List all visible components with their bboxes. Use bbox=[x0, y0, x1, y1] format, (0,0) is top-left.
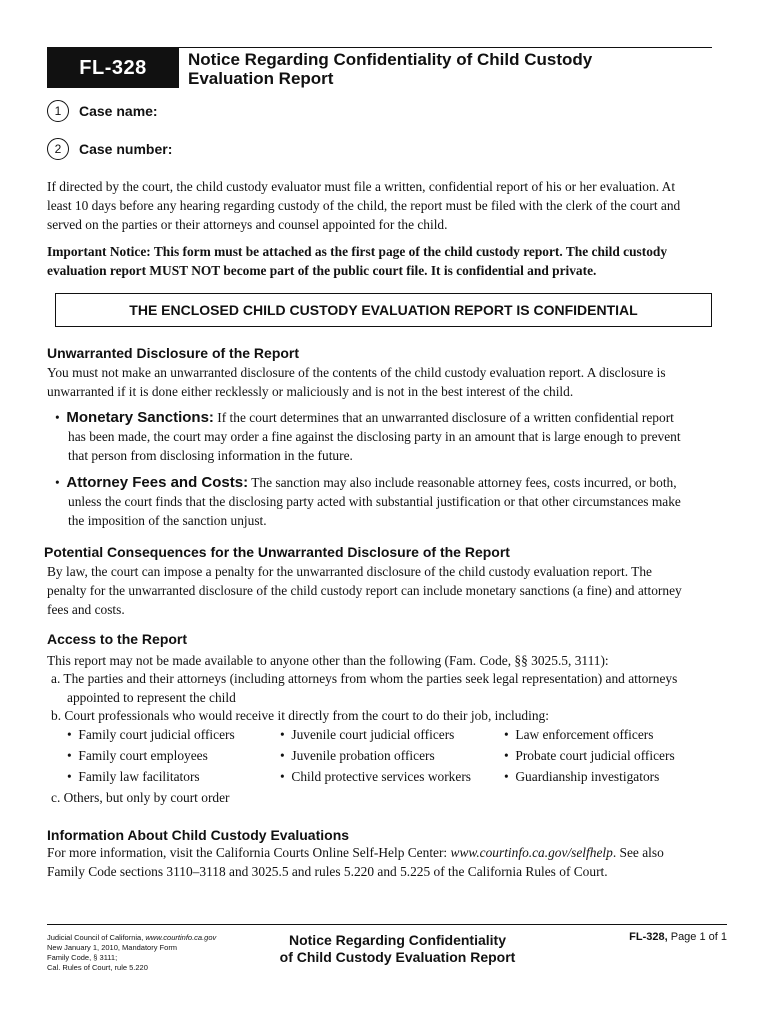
access-column-3 bbox=[504, 725, 675, 788]
monetary-sanctions-bullet bbox=[55, 408, 735, 465]
bullet-text: that person from disclosing information in the future. bbox=[68, 448, 353, 463]
bullet-text: If the court determines that an unwarranted disclosure of a written confidential report bbox=[217, 410, 674, 425]
bullet-dot: • bbox=[55, 410, 67, 425]
access-item-a bbox=[51, 669, 741, 707]
access-item-c: c. Others, but only by court order bbox=[51, 790, 230, 805]
case-number-label: Case number: bbox=[79, 141, 173, 157]
bullet-dot: • bbox=[280, 748, 292, 763]
access-heading: Access to the Report bbox=[47, 631, 188, 647]
intro-line: If directed by the court, the child custody evaluator must file a written, confidential report of his or her evaluation. At bbox=[47, 179, 676, 194]
access-list-item: Juvenile court judicial officers bbox=[291, 727, 455, 742]
consequences-line: By law, the court can impose a penalty for the unwarranted disclosure of the child custody evaluation report. The bbox=[47, 564, 652, 579]
attorney-fees-bullet bbox=[55, 473, 735, 530]
footer-title bbox=[255, 932, 540, 966]
bullet-dot: • bbox=[67, 769, 79, 784]
important-notice bbox=[47, 242, 737, 280]
confidential-banner: THE ENCLOSED CHILD CUSTODY EVALUATION REPORT IS CONFIDENTIAL bbox=[55, 293, 712, 327]
footer-rule bbox=[47, 924, 727, 925]
access-list-item: Guardianship investigators bbox=[515, 769, 660, 784]
intro-line: served on the parties or their attorneys and counsel appointed for the child. bbox=[47, 217, 448, 232]
footer-title-line: Notice Regarding Confidentiality bbox=[288, 932, 506, 948]
form-title-line-1: Notice Regarding Confidentiality of Child Custody bbox=[188, 50, 593, 69]
bullet-dot: • bbox=[280, 727, 292, 742]
footer-form-id: FL-328, bbox=[629, 931, 668, 943]
info-heading: Information About Child Custody Evaluations bbox=[47, 827, 350, 843]
footer-text: New January 1, 2010, Mandatory Form bbox=[47, 943, 178, 952]
intro-line: least 10 days before any hearing regarding custody of the child, the report must be filed with the clerk of the court and bbox=[47, 198, 681, 213]
unwarranted-line: unwarranted if it is done either recklessly or maliciously and is not in the best interest of the child. bbox=[47, 384, 574, 399]
bullet-title: Attorney Fees and Costs: bbox=[66, 474, 249, 491]
bullet-dot: • bbox=[504, 748, 516, 763]
access-column-1 bbox=[67, 725, 235, 788]
unwarranted-line: You must not make an unwarranted disclosure of the contents of the child custody evaluation report. A disclosure is bbox=[47, 365, 666, 380]
info-text: . See also bbox=[612, 845, 664, 860]
footer-page-number bbox=[610, 931, 727, 943]
intro-paragraph bbox=[47, 177, 737, 234]
footer-text: Cal. Rules of Court, rule 5.220 bbox=[47, 963, 148, 972]
field-number-badge: 2 bbox=[47, 138, 69, 160]
info-paragraph bbox=[47, 843, 737, 881]
bullet-dot: • bbox=[67, 748, 79, 763]
footer-title-line: of Child Custody Evaluation Report bbox=[279, 949, 516, 965]
form-title bbox=[188, 50, 688, 88]
info-text: For more information, visit the California Courts Online Self-Help Center: bbox=[47, 845, 451, 860]
consequences-line: penalty for the unwarranted disclosure of the child custody report can include monetary sanctions (a fine) and attorney bbox=[47, 583, 682, 598]
consequences-paragraph bbox=[47, 562, 737, 619]
access-list-item: Child protective services workers bbox=[291, 769, 471, 784]
info-text: Family Code sections 3110–3118 and 3025.5 and rules 5.220 and 5.225 of the California Rules of Court. bbox=[47, 864, 608, 879]
field-number-badge: 1 bbox=[47, 100, 69, 122]
access-column-2 bbox=[280, 725, 471, 788]
bullet-dot: • bbox=[280, 769, 292, 784]
access-list-item: Family court judicial officers bbox=[78, 727, 235, 742]
case-name-label: Case name: bbox=[79, 103, 158, 119]
footer-left-info bbox=[47, 933, 257, 973]
access-item-line: a. The parties and their attorneys (including attorneys from whom the parties seek legal representation) and attorneys bbox=[51, 671, 678, 686]
bullet-text: The sanction may also include reasonable attorney fees, costs incurred, or both, bbox=[251, 475, 677, 490]
access-list-item: Juvenile probation officers bbox=[291, 748, 435, 763]
bullet-text: has been made, the court may order a fine against the disclosing party in an amount that is large enough to prevent bbox=[68, 429, 681, 444]
notice-line: Important Notice: This form must be attached as the first page of the child custody report. The child custody bbox=[47, 244, 668, 259]
access-intro: This report may not be made available to anyone other than the following (Fam. Code, §§ 3025.5, 3111): bbox=[47, 653, 609, 668]
access-list-item: Law enforcement officers bbox=[515, 727, 654, 742]
bullet-text: unless the court finds that the disclosing party acted with substantial justification or that other circumstances make bbox=[68, 494, 681, 509]
notice-line: evaluation report MUST NOT become part of the public court file. It is confidential and private. bbox=[47, 263, 597, 278]
access-list-item: Family law facilitators bbox=[78, 769, 200, 784]
case-number-field[interactable] bbox=[47, 138, 172, 160]
consequences-heading: Potential Consequences for the Unwarranted Disclosure of the Report bbox=[44, 544, 510, 560]
access-item-b: b. Court professionals who would receive it directly from the court to do their job, including: bbox=[51, 708, 549, 723]
unwarranted-paragraph bbox=[47, 363, 737, 401]
footer-page-text: Page 1 of 1 bbox=[667, 931, 727, 943]
selfhelp-link[interactable]: www.courtinfo.ca.gov/selfhelp bbox=[450, 845, 613, 860]
form-id-badge: FL-328 bbox=[47, 48, 179, 88]
unwarranted-heading: Unwarranted Disclosure of the Report bbox=[47, 345, 300, 361]
bullet-dot: • bbox=[67, 727, 79, 742]
bullet-text: the imposition of the sanction unjust. bbox=[68, 513, 267, 528]
courtinfo-link[interactable]: www.courtinfo.ca.gov bbox=[145, 933, 217, 942]
access-list-item: Family court employees bbox=[78, 748, 208, 763]
bullet-dot: • bbox=[55, 475, 67, 490]
bullet-dot: • bbox=[504, 769, 516, 784]
consequences-line: fees and costs. bbox=[47, 602, 125, 617]
form-title-line-2: Evaluation Report bbox=[188, 69, 334, 88]
case-name-field[interactable] bbox=[47, 100, 158, 122]
access-item-line: appointed to represent the child bbox=[67, 690, 236, 705]
access-list-item: Probate court judicial officers bbox=[515, 748, 675, 763]
bullet-dot: • bbox=[504, 727, 516, 742]
bullet-title: Monetary Sanctions: bbox=[66, 409, 214, 426]
footer-text: Family Code, § 3111; bbox=[47, 953, 118, 962]
footer-text: Judicial Council of California, bbox=[47, 933, 146, 942]
